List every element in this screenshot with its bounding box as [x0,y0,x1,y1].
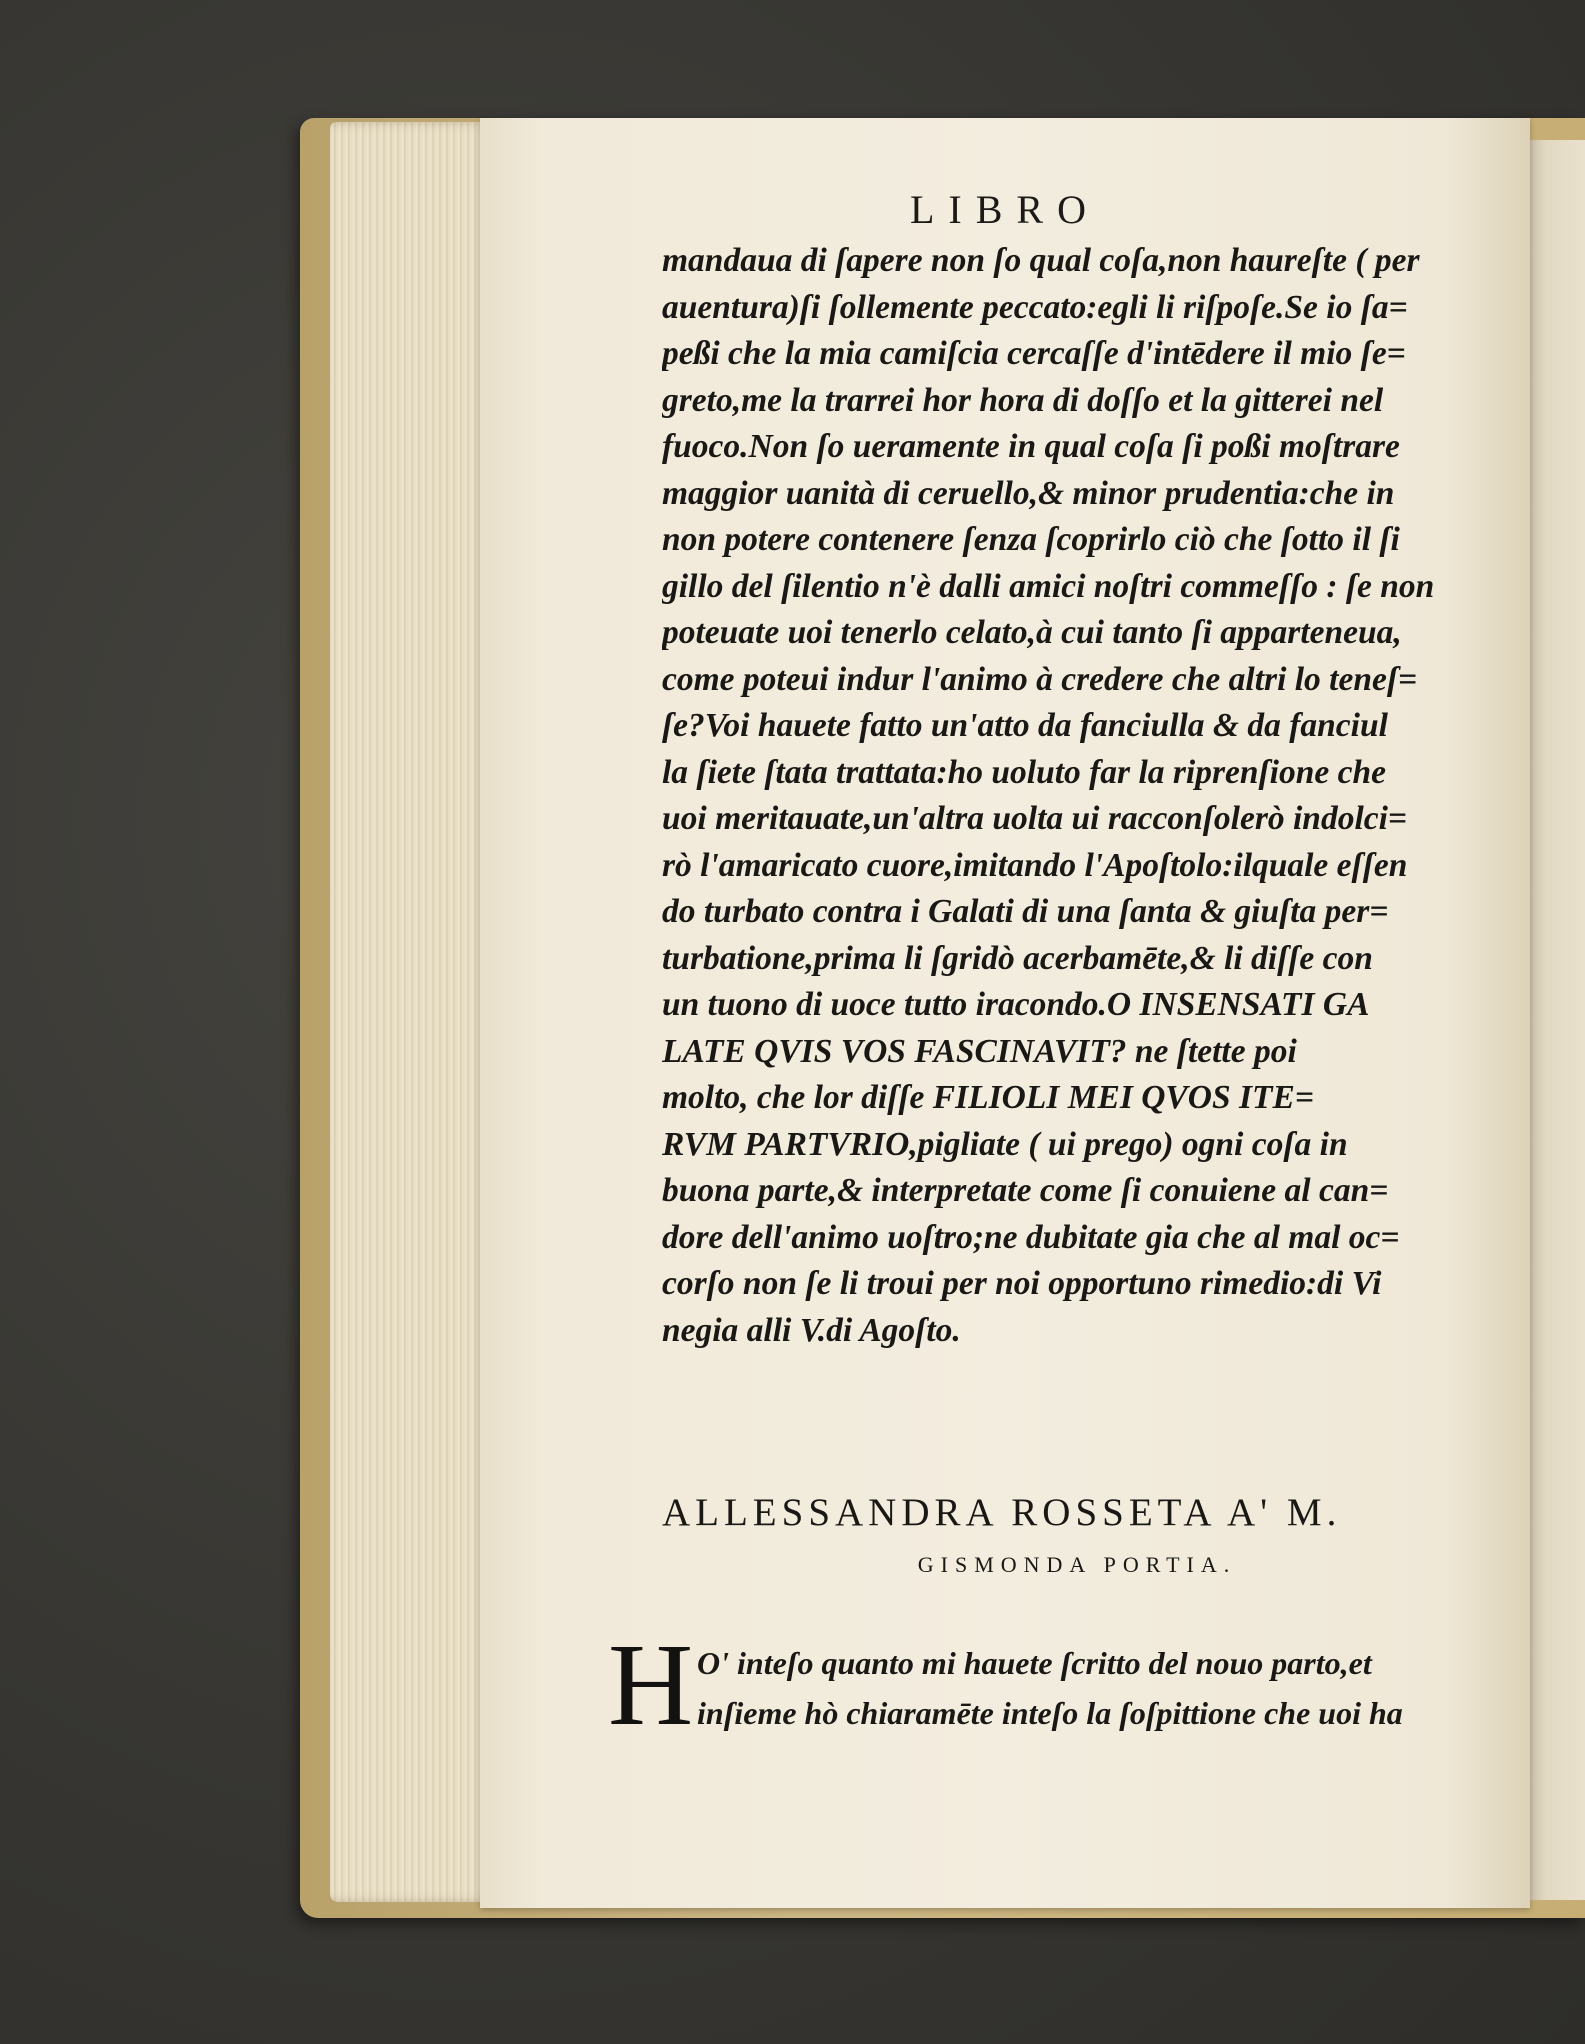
text-line: maggior uanità di ceruello,& minor prudentia:che in [662,474,1395,512]
text-line: corſo non ſe li troui per noi opportuno rimedio:di Vi [662,1265,1382,1302]
text-line: ſe?Voi hauete fatto un'atto da fanciulla & da fanciul [662,707,1388,744]
running-head: LIBRO [910,187,1100,232]
text-line: uoi meritauate,un'altra uolta ui racconſolerò indolci= [662,800,1408,837]
text-line: negia alli V.di Agoſto. [662,1311,961,1349]
text-line: rò l'amaricato cuore,imitando l'Apoſtolo:ilquale eſſen [662,846,1408,884]
letter-recipient: GISMONDA PORTIA. [917,1552,1237,1577]
text-line: molto, che lor diſſe FILIOLI MEI QVOS ITE= [662,1079,1314,1116]
text-line: mandaua di ſapere non ſo qual coſa,non haureſte ( per [662,242,1420,279]
text-line: inſieme hò chiaramēte inteſo la ſoſpittione che uoi ha [697,1695,1403,1731]
text-line: RVM PARTVRIO,pigliate ( ui prego) ogni coſa in [662,1125,1348,1163]
text-line: un tuono di uoce tutto iracondo.O INSENSATI GA [662,986,1370,1023]
drop-cap: H [608,1619,694,1750]
text-line: LATE QVIS VOS FASCINAVIT? ne ſtette poi [662,1032,1297,1070]
page-edges [330,122,490,1902]
letter-heading: ALLESSANDRA ROSSETA A' M. [662,1491,1342,1534]
text-line: greto,me la trarrei hor hora di doſſo et la gitterei nel [662,381,1384,419]
text-line: la ſiete ſtata trattata:ho uoluto far la riprenſione che [662,753,1386,791]
text-line: turbatione,prima li ſgridò acerbamēte,& li diſſe con [662,939,1373,977]
text-line: do turbato contra i Galati di una ſanta & giuſta per= [662,893,1389,930]
text-line: gillo del ſilentio n'è dalli amici noſtri commeſſo : ſe non [662,567,1435,605]
text-line: peßi che la mia camiſcia cercaſſe d'intēdere il mio ſe= [662,335,1406,372]
body-text [662,238,1492,1354]
text-line: dore dell'animo uoſtro;ne dubitate gia che al mal oc= [662,1218,1400,1256]
text-line: non potere contenere ſenza ſcoprirlo ciò che ſotto il ſi [662,521,1400,558]
text-line: buona parte,& interpretate come ſi conuiene al can= [662,1172,1389,1209]
text-line: fuoco.Non ſo ueramente in qual coſa ſi poßi moſtrare [662,428,1400,465]
text-line: come poteui indur l'animo à credere che altri lo teneſ= [662,660,1418,698]
text-line: poteuate uoi tenerlo celato,à cui tanto ſi apparteneua, [662,614,1402,651]
letter-text [697,1638,1497,1738]
text-line: O' inteſo quanto mi hauete ſcritto del nouo parto,et [697,1645,1372,1681]
book-page [480,118,1530,1908]
text-line: auentura)ſi ſollemente peccato:egli li riſpoſe.Se io ſa= [662,288,1408,326]
